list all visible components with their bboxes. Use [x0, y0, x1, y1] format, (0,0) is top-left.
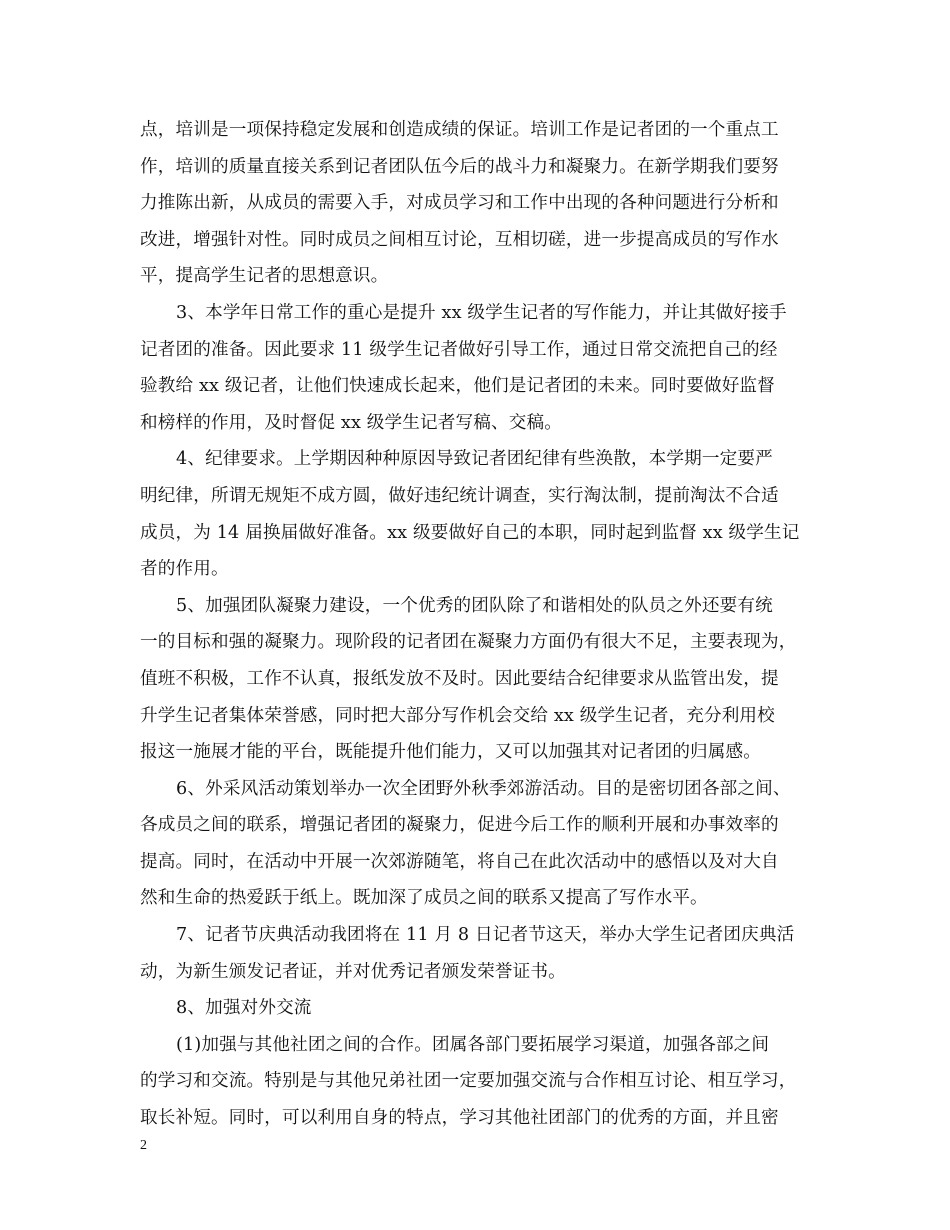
text-line: 值班不积极，工作不认真，报纸发放不及时。因此要结合纪律要求从监管出发，提	[140, 668, 779, 689]
text-line: 的学习和交流。特别是与其他兄弟社团一定要加强交流与合作相互讨论、相互学习，	[140, 1071, 797, 1092]
text-line: 各成员之间的联系，增强记者团的凝聚力，促进今后工作的顺利开展和办事效率的	[140, 815, 779, 836]
paragraph-6-first-line: 6、外采风活动策划举办一次全团野外秋季郊游活动。目的是密切团各部之间、	[176, 778, 791, 799]
text-line: 改进，增强针对性。同时成员之间相互讨论，互相切磋，进一步提高成员的写作水	[140, 229, 779, 250]
text-line: 动，为新生颁发记者证，并对优秀记者颁发荣誉证书。	[140, 961, 566, 982]
text-line: 和榜样的作用，及时督促 xx 级学生记者写稿、交稿。	[140, 412, 562, 433]
text-line: 取长补短。同时，可以利用自身的特点，学习其他社团部门的优秀的方面，并且密	[140, 1108, 779, 1129]
text-line: 一的目标和强的凝聚力。现阶段的记者团在凝聚力方面仍有很大不足，主要表现为，	[140, 632, 797, 653]
text-line: 明纪律，所谓无规矩不成方圆，做好违纪统计调查，实行淘汰制，提前淘汰不合适	[140, 485, 779, 506]
text-line: 升学生记者集体荣誉感，同时把大部分写作机会交给 xx 级学生记者，充分利用校	[140, 705, 775, 726]
paragraph-8-heading: 8、加强对外交流	[176, 998, 312, 1019]
text-line: 作，培训的质量直接关系到记者团队伍今后的战斗力和凝聚力。在新学期我们要努	[140, 156, 779, 177]
text-line: 平，提高学生记者的思想意识。	[140, 266, 389, 287]
paragraph-3-first-line: 3、本学年日常工作的重心是提升 xx 级学生记者的写作能力，并让其做好接手	[176, 302, 787, 323]
text-line: 然和生命的热爱跃于纸上。既加深了成员之间的联系又提高了写作水平。	[140, 888, 708, 909]
paragraph-5-first-line: 5、加强团队凝聚力建设，一个优秀的团队除了和谐相处的队员之外还要有统	[176, 595, 773, 616]
document-body	[140, 112, 824, 1137]
text-line: 验教给 xx 级记者，让他们快速成长起来，他们是记者团的未来。同时要做好监督	[140, 376, 775, 397]
paragraph-4-first-line: 4、纪律要求。上学期因种种原因导致记者团纪律有些涣散，本学期一定要严	[176, 449, 773, 470]
text-line: 报这一施展才能的平台，既能提升他们能力，又可以加强其对记者团的归属感。	[140, 742, 762, 763]
text-line: 者的作用。	[140, 559, 229, 580]
text-line: 力推陈出新，从成员的需要入手，对成员学习和工作中出现的各种问题进行分析和	[140, 193, 779, 214]
text-line: 记者团的准备。因此要求 11 级学生记者做好引导工作，通过日常交流把自己的经	[140, 339, 778, 360]
text-line: 成员，为 14 届换届做好准备。xx 级要做好自己的本职，同时起到监督 xx 级学生记	[140, 522, 800, 543]
text-line: 提高。同时，在活动中开展一次郊游随笔，将自己在此次活动中的感悟以及对大自	[140, 851, 779, 872]
paragraph-7-first-line: 7、记者节庆典活动我团将在 11 月 8 日记者节这天，举办大学生记者团庆典活	[176, 925, 795, 946]
paragraph-8-1-first-line: (1)加强与其他社团之间的合作。团属各部门要拓展学习渠道，加强各部之间	[176, 1034, 770, 1055]
page-number: 2	[140, 1138, 147, 1153]
text-line: 点，培训是一项保持稳定发展和创造成绩的保证。培训工作是记者团的一个重点工	[140, 120, 779, 140]
